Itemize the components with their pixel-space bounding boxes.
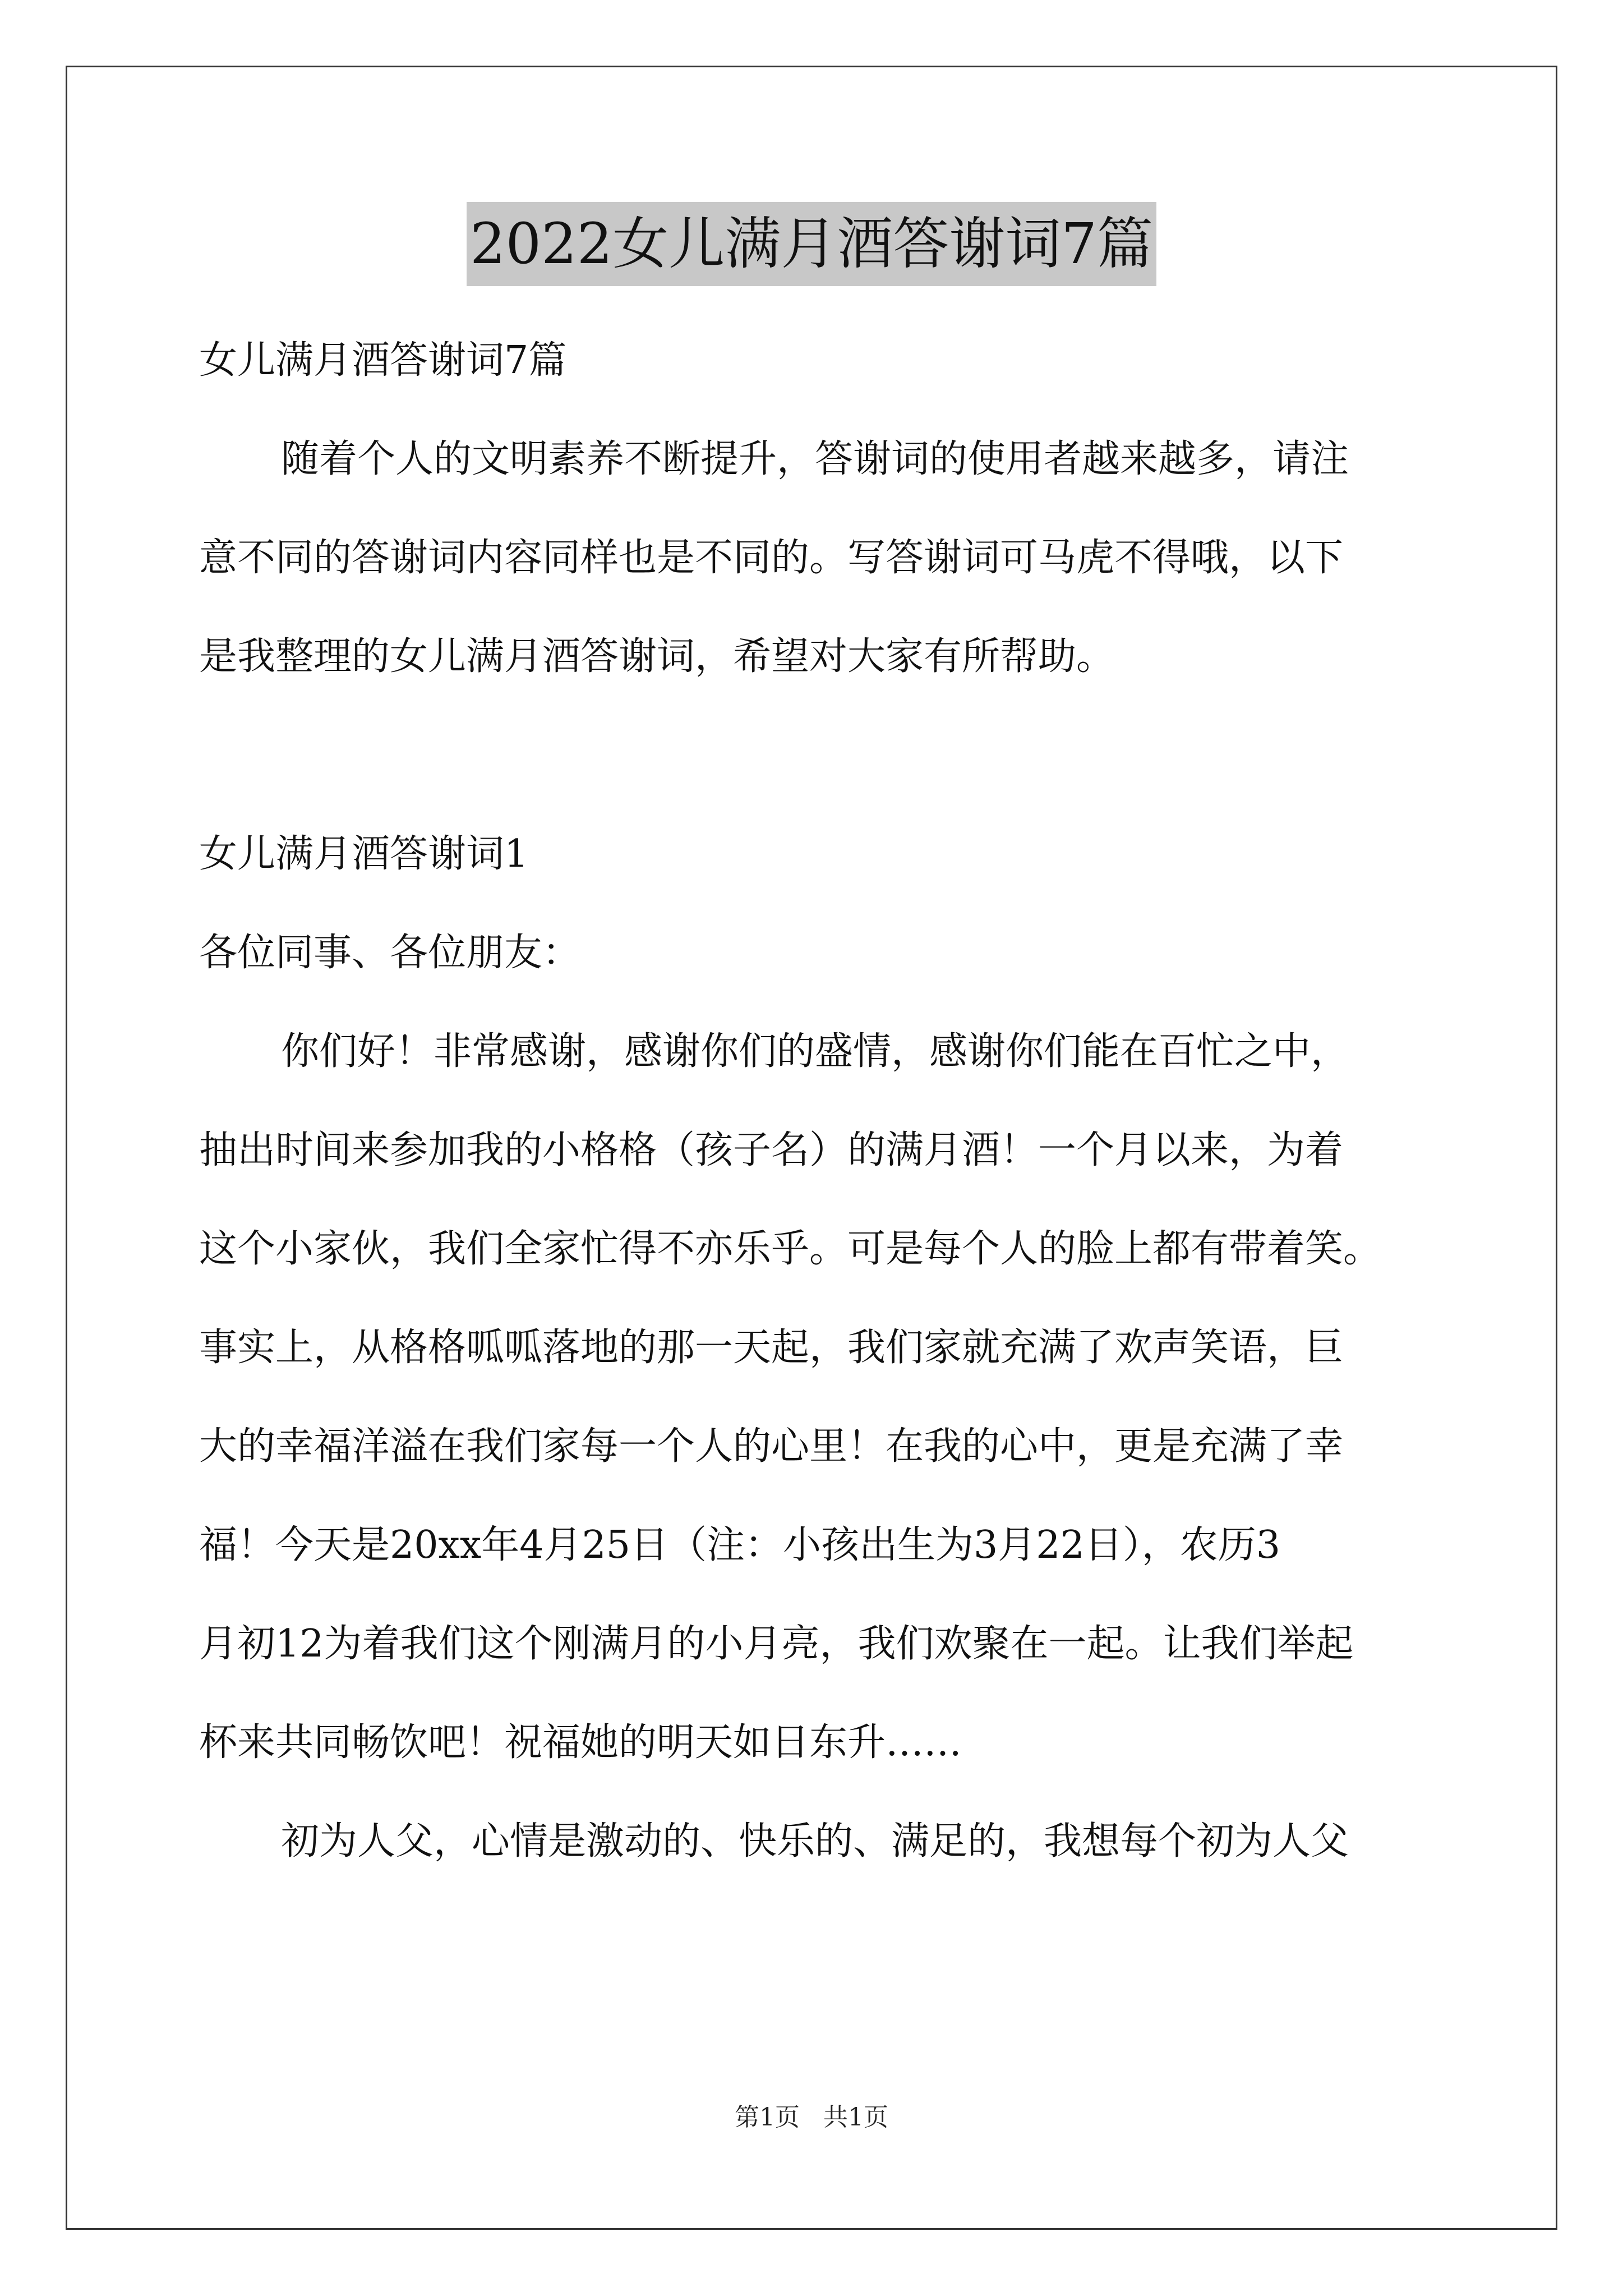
document-title: 2022女儿满月酒答谢词7篇	[467, 202, 1156, 286]
section-heading-1: 女儿满月酒答谢词1	[199, 832, 529, 876]
body-line-6: 福！今天是20xx年4月25日（注：小孩出生为3月22日），农历3	[199, 1523, 1281, 1567]
page-number-current: 第1页	[735, 2103, 800, 2132]
body-line-5: 大的幸福洋溢在我们家每一个人的心里！在我的心中，更是充满了幸	[199, 1424, 1344, 1469]
intro-line-3: 是我整理的女儿满月酒答谢词，希望对大家有所帮助。	[199, 634, 1115, 679]
intro-line-1: 随着个人的文明素养不断提升，答谢词的使用者越来越多，请注	[281, 437, 1349, 481]
salutation-line: 各位同事、各位朋友：	[199, 931, 581, 975]
body-line-4: 事实上，从格格呱呱落地的那一天起，我们家就充满了欢声笑语，巨	[199, 1326, 1344, 1370]
page-number-total: 共1页	[823, 2103, 888, 2132]
body-line-8: 杯来共同畅饮吧！祝福她的明天如日东升……	[199, 1720, 962, 1765]
body-line-3: 这个小家伙，我们全家忙得不亦乐乎。可是每个人的脸上都有带着笑。	[199, 1227, 1382, 1271]
paragraph-spacer	[199, 706, 1433, 805]
document-body	[199, 311, 1433, 1891]
intro-line-2: 意不同的答谢词内容同样也是不同的。写答谢词可马虎不得哦，以下	[199, 536, 1344, 580]
title-wrap	[0, 202, 1623, 286]
body-line-1: 你们好！非常感谢，感谢你们的盛情，感谢你们能在百忙之中，	[281, 1029, 1349, 1074]
body-line-2: 抽出时间来参加我的小格格（孩子名）的满月酒！一个月以来，为着	[199, 1128, 1344, 1172]
body-line-7: 月初12为着我们这个刚满月的小月亮，我们欢聚在一起。让我们举起	[199, 1622, 1354, 1666]
page-footer	[0, 2101, 1623, 2134]
body-line-9: 初为人父，心情是激动的、快乐的、满足的，我想每个初为人父	[281, 1819, 1349, 1864]
subtitle-line: 女儿满月酒答谢词7篇	[199, 338, 567, 383]
